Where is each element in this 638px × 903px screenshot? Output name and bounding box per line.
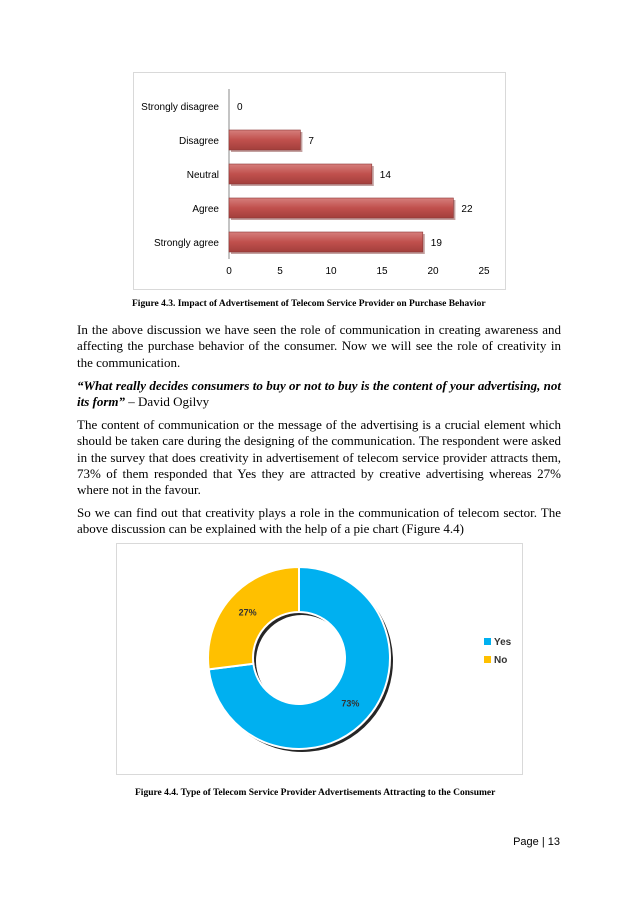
bar-data-label: 22 [461,204,473,215]
legend-swatch [484,656,491,663]
slice-data-label: 73% [341,698,360,709]
legend-label: No [494,655,508,666]
bar [229,198,453,218]
bar-data-label: 7 [308,136,314,147]
x-tick-label: 0 [226,266,232,277]
figure-4-3-caption: Figure 4.3. Impact of Advertisement of Telecom Service Provider on Purchase Behavior [132,299,486,309]
quote-paragraph [77,378,561,411]
paragraph-1: In the above discussion we have seen the role of communication in creating awareness and affecting the purchase behavior of the consumer. Now we will see the role of creativity in the communication. [77,322,561,370]
paragraph-2: The content of communication or the message of the advertising is a crucial element which should be taken care during the designing of the communication. The respondent were asked in the survey that does creativity in advertisement of telecom service provider attracts them, 73% of them responded that Yes they are attracted by creative advertising whereas 27% where not in the favour. [77,417,561,498]
x-tick-label: 20 [427,266,439,277]
x-tick-label: 25 [478,266,490,277]
paragraph-3: So we can find out that creativity plays a role in the communication of telecom sector. The above discussion can be explained with the help of a pie chart (Figure 4.4) [77,505,561,537]
category-label: Disagree [178,136,219,147]
page-number: Page | 13 [513,836,560,848]
x-tick-label: 5 [277,266,283,277]
category-label: Strongly disagree [141,102,219,113]
category-label: Agree [192,204,219,215]
pie-chart-frame [116,543,523,775]
slice-data-label: 27% [238,607,257,618]
x-tick-label: 10 [325,266,337,277]
quote-text: “What really decides consumers to buy or not to buy is the content of your advertising, not its form” [77,378,561,410]
bar-data-label: 0 [237,102,243,113]
bar-data-label: 19 [430,238,442,249]
bar [229,164,372,184]
bar [229,232,423,252]
bar-chart-frame [133,72,506,290]
bar-data-label: 14 [379,170,391,181]
category-label: Neutral [186,170,219,181]
donut-slice-no [208,567,299,669]
bar [229,130,300,150]
x-tick-label: 15 [376,266,388,277]
category-label: Strongly agree [153,238,219,249]
legend-label: Yes [494,637,512,648]
pie-chart [117,544,522,774]
figure-4-4-caption: Figure 4.4. Type of Telecom Service Provider Advertisements Attracting to the Consumer [135,788,496,798]
quote-author: – David Ogilvy [125,394,210,410]
legend-swatch [484,638,491,645]
bar-chart [134,73,505,289]
